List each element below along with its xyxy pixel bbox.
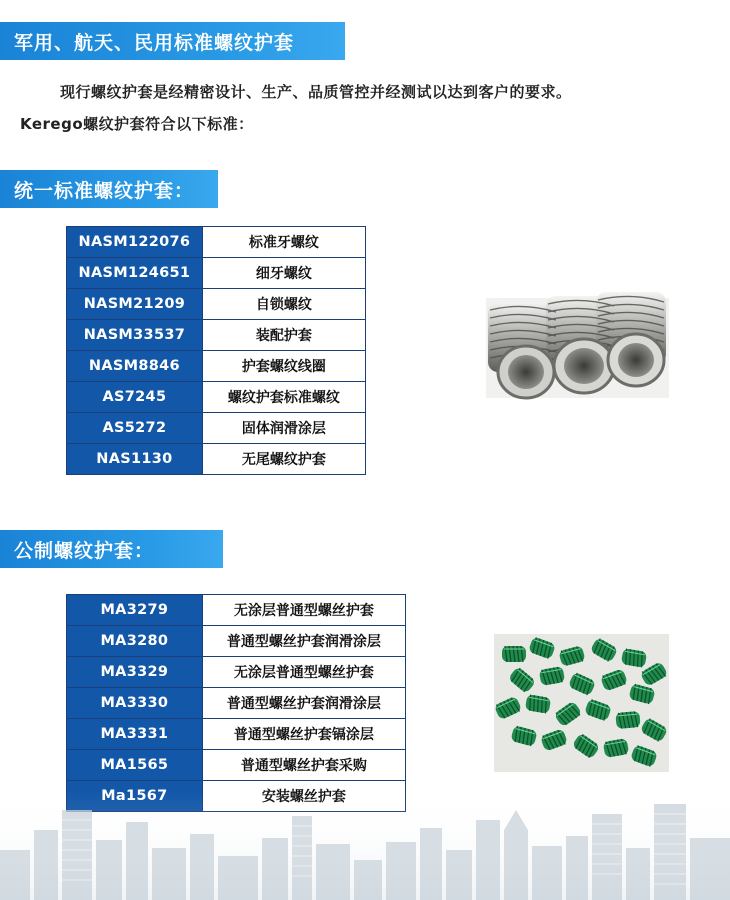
city-skyline [0, 790, 730, 900]
table-row [67, 657, 406, 688]
table-row [67, 289, 366, 320]
section1-table [66, 226, 366, 475]
intro-line-2: Kerego螺纹护套符合以下标准： [20, 115, 254, 133]
standard-code: Ma1567 [67, 781, 203, 812]
standard-code: MA3331 [67, 719, 203, 750]
standard-code: NASM8846 [67, 351, 203, 382]
table-row [67, 719, 406, 750]
standard-code: AS5272 [67, 413, 203, 444]
section2-table [66, 594, 406, 812]
standard-desc: 护套螺纹线圈 [202, 351, 365, 382]
standard-desc: 无涂层普通型螺丝护套 [202, 657, 405, 688]
standard-desc: 标准牙螺纹 [202, 227, 365, 258]
main-header-text: 军用、航天、民用标准螺纹护套 [14, 31, 295, 54]
main-header [0, 22, 345, 60]
table-row [67, 320, 366, 351]
standard-desc: 普通型螺丝护套润滑涂层 [202, 626, 405, 657]
standard-code: MA1565 [67, 750, 203, 781]
table-row [67, 351, 366, 382]
standard-code: MA3280 [67, 626, 203, 657]
standard-desc: 螺纹护套标准螺纹 [202, 382, 365, 413]
standard-code: MA3279 [67, 595, 203, 626]
standard-desc: 固体润滑涂层 [202, 413, 365, 444]
standard-desc: 装配护套 [202, 320, 365, 351]
standard-desc: 细牙螺纹 [202, 258, 365, 289]
standard-code: MA3330 [67, 688, 203, 719]
standard-code: NASM122076 [67, 227, 203, 258]
section2-title: 公制螺纹护套： [14, 539, 155, 562]
standard-code: NAS1130 [67, 444, 203, 475]
standard-code: NASM21209 [67, 289, 203, 320]
standard-desc: 无尾螺纹护套 [202, 444, 365, 475]
standard-desc: 普通型螺丝护套采购 [202, 750, 405, 781]
section1-header [0, 170, 218, 208]
table-row [67, 750, 406, 781]
green-coil-image [494, 634, 669, 772]
standard-desc: 普通型螺丝护套润滑涂层 [202, 688, 405, 719]
table-row [67, 382, 366, 413]
stainless-coil-photo [486, 280, 669, 410]
intro-line-1: 现行螺纹护套是经精密设计、生产、品质管控并经测试以达到客户的要求。 [60, 83, 572, 101]
standard-code: NASM124651 [67, 258, 203, 289]
standard-desc: 普通型螺丝护套镉涂层 [202, 719, 405, 750]
standard-desc: 自锁螺纹 [202, 289, 365, 320]
table-row [67, 227, 366, 258]
standard-code: MA3329 [67, 657, 203, 688]
table-row [67, 595, 406, 626]
table-row [67, 626, 406, 657]
stainless-coil-image [486, 280, 669, 410]
green-coil-photo [494, 634, 669, 772]
standard-desc: 无涂层普通型螺丝护套 [202, 595, 405, 626]
table-row [67, 444, 366, 475]
standard-code: AS7245 [67, 382, 203, 413]
table-row [67, 413, 366, 444]
section1-title: 统一标准螺纹护套： [14, 179, 195, 202]
section2-header [0, 530, 223, 568]
table-row [67, 258, 366, 289]
standard-desc: 安装螺丝护套 [202, 781, 405, 812]
standard-code: NASM33537 [67, 320, 203, 351]
table-row [67, 688, 406, 719]
